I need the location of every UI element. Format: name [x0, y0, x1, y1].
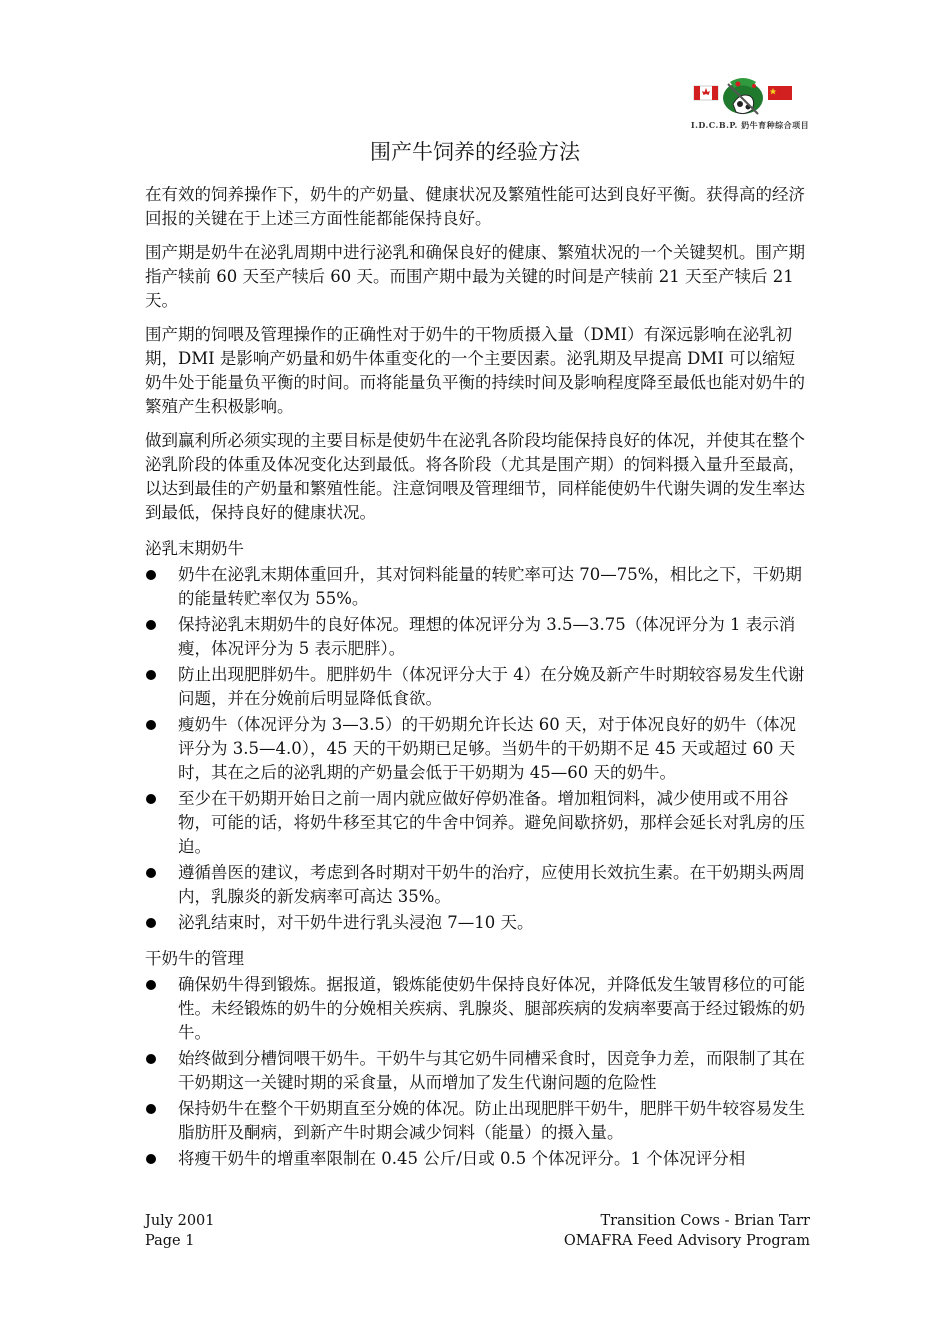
logo-caption: I.D.C.B.P. 奶牛育种综合项目	[690, 120, 810, 130]
list-item-text: 保持奶牛在整个干奶期直至分娩的体况。防止出现肥胖干奶牛，肥胖干奶牛较容易发生脂肪肝及酮病，到新产牛时期会减少饲料（能量）的摄入量。	[178, 1099, 805, 1142]
bullet-icon	[146, 620, 156, 630]
paragraph: 围产期是奶牛在泌乳周期中进行泌乳和确保良好的健康、繁殖状况的一个关键契机。围产期指产犊前 60 天至产犊后 60 天。而围产期中最为关键的时间是产犊前 21 天至产犊后 21 天。	[145, 243, 805, 310]
footer-doc-title: Transition Cows - Brian Tarr	[600, 1213, 810, 1229]
bullet-list	[145, 563, 810, 935]
bullet-icon	[146, 1154, 156, 1164]
list-item-text: 保持泌乳末期奶牛的良好体况。理想的体况评分为 3.5—3.75（体况评分为 1 表示消瘦，体况评分为 5 表示肥胖）。	[178, 615, 796, 658]
bullet-icon	[146, 720, 156, 730]
bullet-icon	[146, 980, 156, 990]
bullet-icon	[146, 918, 156, 928]
list-item-text: 防止出现肥胖奶牛。肥胖奶牛（体况评分大于 4）在分娩及新产牛时期较容易发生代谢问题，并在分娩前后明显降低食欲。	[178, 665, 805, 708]
logo	[688, 74, 812, 136]
list-item-text: 瘦奶牛（体况评分为 3—3.5）的干奶期允许长达 60 天，对于体况良好的奶牛（体况评分为 3.5—4.0），45 天的干奶期已足够。当奶牛的干奶期不足 45 天或超过 60 天时，其在之后的泌乳期的产奶量会低于干奶期为 45—60 天的奶牛。	[178, 715, 796, 782]
list-item	[145, 613, 810, 661]
bullet-icon	[146, 868, 156, 878]
list-item	[145, 861, 810, 909]
list-item-text: 遵循兽医的建议，考虑到各时期对干奶牛的治疗，应使用长效抗生素。在干奶期头两周内，乳腺炎的新发病率可高达 35%。	[178, 863, 805, 906]
list-item	[145, 1097, 810, 1145]
list-item-text: 至少在干奶期开始日之前一周内就应做好停奶准备。增加粗饲料，减少使用或不用谷物，可能的话，将奶牛移至其它的牛舍中饲养。避免间歇挤奶，那样会延长对乳房的压迫。	[178, 789, 805, 856]
document-body	[145, 183, 810, 1173]
footer-date: July 2001	[145, 1213, 215, 1229]
list-item	[145, 663, 810, 711]
list-item	[145, 1147, 810, 1171]
paragraph: 在有效的饲养操作下，奶牛的产奶量、健康状况及繁殖性能可达到良好平衡。获得高的经济回报的关键在于上述三方面性能都能保持良好。	[145, 185, 805, 228]
page-title: 围产牛饲养的经验方法	[370, 140, 580, 164]
paragraph: 做到赢利所必须实现的主要目标是使奶牛在泌乳各阶段均能保持良好的体况，并使其在整个泌乳阶段的体重及体况变化达到最低。将各阶段（尤其是围产期）的饲料摄入量升至最高，以达到最佳的产奶量和繁殖性能。注意饲喂及管理细节，同样能使奶牛代谢失调的发生率达到最低，保持良好的健康状况。	[145, 431, 805, 522]
footer-program: OMAFRA Feed Advisory Program	[563, 1233, 810, 1249]
footer-right	[564, 1211, 810, 1251]
list-item	[145, 713, 810, 785]
canada-china-flags-cow-emblem-icon	[688, 74, 812, 120]
bullet-icon	[146, 570, 156, 580]
list-item-text: 将瘦干奶牛的增重率限制在 0.45 公斤/日或 0.5 个体况评分。1 个体况评分相	[178, 1149, 746, 1168]
list-item	[145, 1047, 810, 1095]
section-heading: 泌乳末期奶牛	[145, 539, 244, 558]
page-number: Page 1	[145, 1233, 195, 1249]
list-item	[145, 563, 810, 611]
paragraph: 围产期的饲喂及管理操作的正确性对于奶牛的干物质摄入量（DMI）有深远影响在泌乳初期，DMI 是影响产奶量和奶牛体重变化的一个主要因素。泌乳期及早提高 DMI 可以缩短奶牛处于能量负平衡的时间。而将能量负平衡的持续时间及影响程度降至最低也能对奶牛的繁殖产生积极影响。	[145, 325, 805, 416]
list-item-text: 确保奶牛得到锻炼。据报道，锻炼能使奶牛保持良好体况，并降低发生皱胃移位的可能性。未经锻炼的奶牛的分娩相关疾病、乳腺炎、腿部疾病的发病率要高于经过锻炼的奶牛。	[178, 975, 805, 1042]
footer-left	[145, 1211, 215, 1251]
list-item-text: 始终做到分槽饲喂干奶牛。干奶牛与其它奶牛同槽采食时，因竞争力差，而限制了其在干奶期这一关键时期的采食量，从而增加了发生代谢问题的危险性	[178, 1049, 805, 1092]
bullet-icon	[146, 1104, 156, 1114]
section-heading: 干奶牛的管理	[145, 949, 244, 968]
bullet-icon	[146, 670, 156, 680]
bullet-list	[145, 973, 810, 1171]
bullet-icon	[146, 1054, 156, 1064]
list-item	[145, 787, 810, 859]
list-item-text: 奶牛在泌乳末期体重回升，其对饲料能量的转贮率可达 70—75%，相比之下，干奶期的能量转贮率仅为 55%。	[178, 565, 802, 608]
bullet-icon	[146, 794, 156, 804]
list-item	[145, 973, 810, 1045]
list-item-text: 泌乳结束时，对干奶牛进行乳头浸泡 7—10 天。	[178, 913, 534, 932]
list-item	[145, 911, 810, 935]
